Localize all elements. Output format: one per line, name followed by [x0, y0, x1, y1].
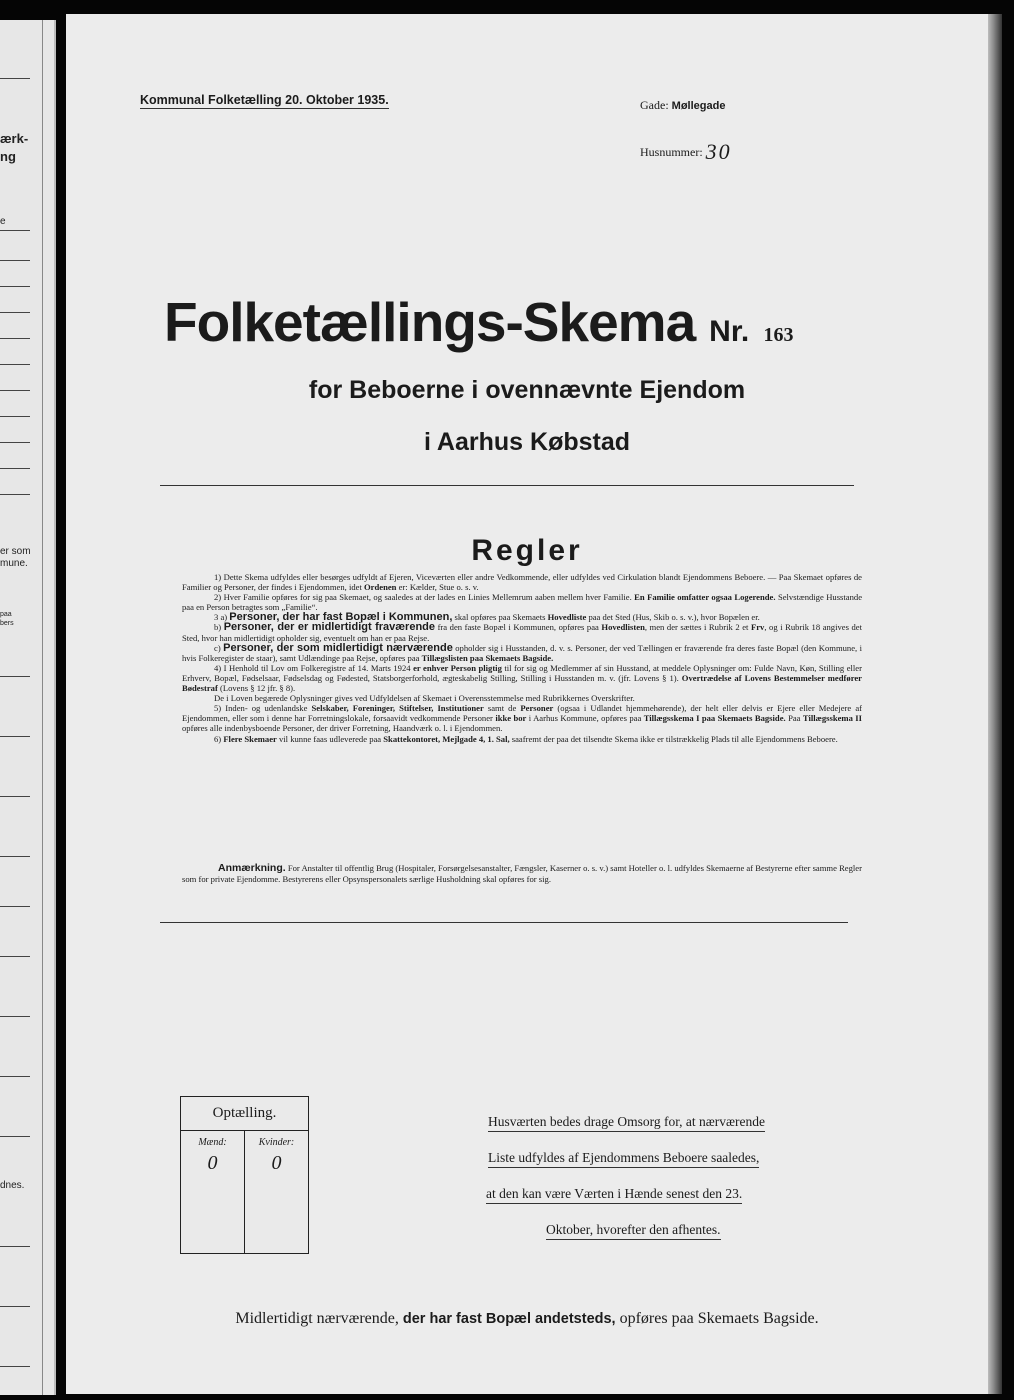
rule [0, 1016, 30, 1017]
rule [0, 796, 30, 797]
rule [0, 364, 30, 365]
fragment: mune. [0, 558, 28, 569]
women-count-cell [244, 1131, 308, 1253]
rule [0, 906, 30, 907]
rule-3a: 3 a) Personer, der har fast Bopæl i Kommunen, skal opføres paa Skemaets Hovedliste paa det Sted (Hus, Skib o. s. v.), hvor Bopælen er. [214, 611, 760, 624]
instruction-line-1: Husværten bedes drage Omsorg for, at nærværende [488, 1114, 765, 1132]
men-count-value: 0 [207, 1152, 218, 1174]
rule [0, 736, 30, 737]
rule-3b: b) Personer, der er midlertidigt fraværende fra den faste Bopæl i Kommunen, opføres paa Hovedlisten, men der sættes i Rubrik 2 et Frv, og i Rubrik 18 angives det Sted, hvor han midlertidigt opholder sig, eventuelt om han er paa Rejse. [182, 621, 862, 643]
rule-6: 6) Flere Skemaer vil kunne faas udleverede paa Skattekontoret, Mejlgade 4, 1. Sal, saafremt der paa det tilsendte Skema ikke er tilstrækkelig Plads til alle Ejendommens Beboere. [214, 733, 838, 744]
rule-3c: c) Personer, der som midlertidigt nærværende opholder sig i Husstanden, d. v. s. Personer, der ved Tællingen er fraværende fra deres faste Bopæl (den Kommune, i hvis Folkeregister de staar), samt Udlændinge paa Rejse, opføres paa Tillægslisten paa Skemaets Bagside. [182, 641, 862, 663]
women-count-value: 0 [271, 1152, 282, 1174]
rule [0, 442, 30, 443]
rule [0, 1136, 30, 1137]
rule [0, 468, 30, 469]
column-line [42, 20, 43, 1395]
women-label: Kvinder: [258, 1137, 295, 1148]
rule [0, 1246, 30, 1247]
rule [0, 856, 30, 857]
rule-5: 5) Inden- og udenlandske Selskaber, Foreninger, Stiftelser, Institutioner samt de Personer (ogsaa i Udlandet hjemmehørende), der helt eller delvis er Ejere eller Medejere af Ejendommen, eller som i denne har Forretningslokale, forsaavidt vedkommende Personer ikke bor i Aarhus Kommune, opføres paa Tillægsskema I paa Skemaets Bagside. Paa Tillægsskema II opføres alle indenbysboende Personer, der driver Forretning, Haandværk o. l. i Ejendommen. [182, 703, 862, 734]
rule [0, 230, 30, 231]
remark-paragraph [182, 863, 862, 884]
rule-2: 2) Hver Familie opføres for sig paa Skemaet, og saaledes at der lades en Linies Mellemrum aaben mellem hver Familie. En Familie omfatter ogsaa Logerende. Selvstændige Husstande paa en Person betragtes som „Familie“. [182, 592, 863, 613]
street-value: Møllegade [671, 100, 726, 112]
fragment: ærk- [0, 131, 29, 146]
men-count-cell [181, 1131, 244, 1253]
form-subtitle-1: for Beboerne i ovennævnte Ejendom [308, 376, 746, 404]
fragment: ng [0, 149, 16, 164]
street-label: Gade: [640, 98, 669, 112]
rule [0, 78, 30, 79]
rule [0, 1076, 30, 1077]
form-title [164, 290, 904, 354]
rule [0, 286, 30, 287]
remark-text: For Anstalter til offentlig Brug (Hospitaler, Forsørgelsesanstalter, Fængsler, Kaserner o. s. v.) samt Hoteller o. l. udfyldes Skemaerne af Bestyrerne efter samme Regler som for private Ejendomme. Bestyrerens eller Opsynspersonalets særlige Husholdning skal opføres for sig. [182, 863, 862, 884]
form-title-main: Folketællings-Skema [164, 291, 696, 353]
form-number-value: 163 [763, 324, 794, 346]
fragment: bers [0, 620, 14, 627]
rules-heading: Regler [471, 534, 583, 567]
rule [0, 390, 30, 391]
rule [0, 1366, 30, 1367]
house-number-label: Husnummer: [640, 145, 703, 159]
previous-page-edge [0, 20, 56, 1395]
house-number-value: 30 [705, 139, 732, 164]
rule [0, 338, 30, 339]
rule [0, 956, 30, 957]
instruction-line-3: at den kan være Værten i Hænde senest den 23. [486, 1186, 742, 1204]
rule [0, 676, 30, 677]
rule [0, 416, 30, 417]
remark-label: Anmærkning. [218, 862, 286, 874]
fragment: e [0, 216, 6, 227]
house-number-field [640, 136, 732, 162]
fragment: er som [0, 546, 31, 557]
rule [0, 1306, 30, 1307]
divider [160, 485, 854, 486]
rule [0, 260, 30, 261]
men-label: Mænd: [198, 1137, 227, 1148]
count-box-title: Optælling. [181, 1097, 308, 1131]
instruction-line-2: Liste udfyldes af Ejendommens Beboere saaledes, [488, 1150, 759, 1168]
rule [0, 494, 30, 495]
rule-4: 4) I Henhold til Lov om Folkeregistre af 14. Marts 1924 er enhver Person pligtig til for sig og Medlemmer af sin Husstand, at meddele Oplysninger om: Fulde Navn, Køn, Stilling eller Erhverv, Bopæl, Fødselsaar, Fødselsdag og Fødested, Statsborgerforhold, ægteskabelig Stilling, Stilling i Husstanden m. v. (jfr. Lovens § 1). Overtrædelse af Lovens Bestemmelser medfører Bødestraf (Lovens § 12 jfr. § 8). [182, 662, 862, 694]
form-subtitle-2: i Aarhus Købstad [423, 428, 631, 456]
rules-text [182, 572, 862, 744]
rule-4-note: De i Loven begærede Oplysninger gives ved Udfyldelsen af Skemaet i Overensstemmelse med Rubrikkernes Overskrifter. [214, 693, 635, 704]
page-edge [988, 14, 1002, 1394]
rule-1: 1) Dette Skema udfyldes eller besørges udfyldt af Ejeren, Viceværten eller andre Vedkommende, eller udfyldes ved Cirkulation blandt Ejendommens Beboere. — Paa Skemaet opføres de Familier og Personer, der findes i Ejendommen, idet Ordenen er: Kælder, Stue o. s. v. [182, 572, 862, 593]
fragment: paa [0, 611, 12, 618]
census-header: Kommunal Folketælling 20. Oktober 1935. [140, 93, 389, 107]
street-field [640, 98, 725, 113]
census-form-page [66, 14, 988, 1394]
divider [160, 922, 848, 923]
count-box [180, 1096, 309, 1254]
fragment: dnes. [0, 1180, 25, 1191]
instruction-line-4: Oktober, hvorefter den afhentes. [546, 1222, 721, 1240]
footer-note: Midlertidigt nærværende, der har fast Bopæl andetsteds, opføres paa Skemaets Bagside. [235, 1310, 819, 1327]
form-number-label: Nr. [709, 315, 750, 348]
rule [0, 312, 30, 313]
